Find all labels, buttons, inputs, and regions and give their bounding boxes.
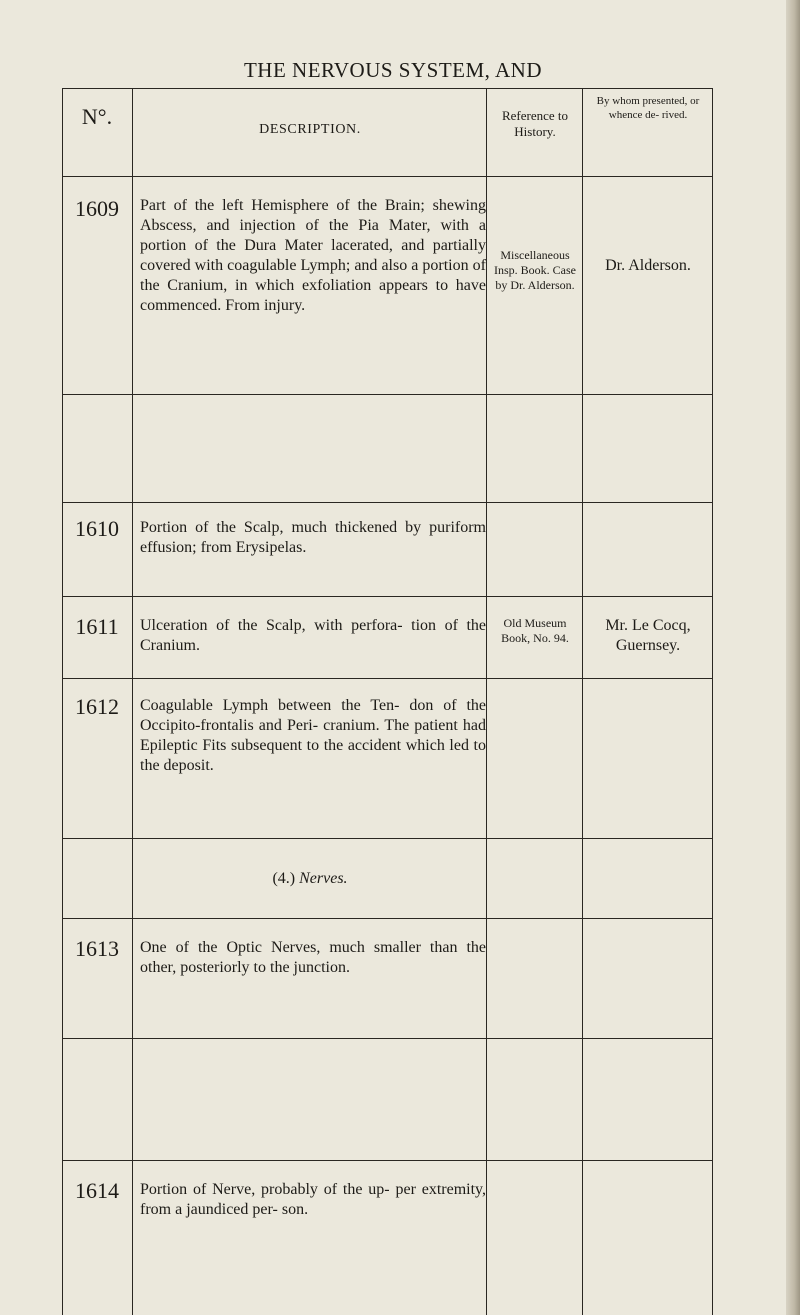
entry-number: 1614 xyxy=(75,1178,119,1203)
section-heading xyxy=(134,870,486,888)
row-rule xyxy=(62,838,713,839)
running-head: THE NERVOUS SYSTEM, AND xyxy=(243,58,542,82)
entry-number: 1612 xyxy=(75,694,119,719)
section-number: (4.) xyxy=(272,870,296,887)
entry-number: 1611 xyxy=(75,614,119,639)
row-rule xyxy=(62,1160,713,1161)
entry-description: Portion of the Scalp, much thickened by puriform effusion; from Erysipelas. xyxy=(140,519,486,556)
row-rule xyxy=(62,502,713,503)
row-rule xyxy=(62,1038,713,1039)
column-rule xyxy=(582,88,583,1315)
header-description: DESCRIPTION. xyxy=(259,122,361,137)
page-edge xyxy=(786,0,800,1315)
row-rule xyxy=(62,596,713,597)
entry-presented-by: Dr. Alderson. xyxy=(605,257,691,274)
section-title: Nerves. xyxy=(299,870,348,887)
entry-description: Part of the left Hemisphere of the Brain; shewing Abscess, and injection of the Pia Mater, with a portion of the Dura Mater lacerated, and partially covered with coagulable Lymph; and also a portion of the Cranium, in which exfoliation appears to have commenced. From injury. xyxy=(140,197,486,314)
column-rule xyxy=(132,88,133,1315)
entry-presented-by: Mr. Le Cocq, Guernsey. xyxy=(605,617,691,654)
entry-description: Coagulable Lymph between the Ten- don of the Occipito-frontalis and Peri- cranium. The patient had Epileptic Fits subsequent to the accident which led to the deposit. xyxy=(140,697,486,774)
entry-description: Portion of Nerve, probably of the up- per extremity, from a jaundiced per- son. xyxy=(140,1181,486,1218)
row-rule xyxy=(62,918,713,919)
header-reference: Reference to History. xyxy=(501,108,569,139)
row-rule xyxy=(62,394,713,395)
header-presented-by: By whom presented, or whence de- rived. xyxy=(596,95,700,121)
entry-reference: Miscellaneous Insp. Book. Case by Dr. Alderson. xyxy=(494,248,576,292)
entry-number: 1610 xyxy=(75,516,119,541)
header-number: N°. xyxy=(81,104,113,129)
entry-reference: Old Museum Book, No. 94. xyxy=(501,616,569,645)
column-rule xyxy=(712,88,713,1315)
entry-description: Ulceration of the Scalp, with perfora- tion of the Cranium. xyxy=(140,617,486,654)
row-rule xyxy=(62,176,713,177)
entry-description: One of the Optic Nerves, much smaller than the other, posteriorly to the junction. xyxy=(140,939,486,976)
catalogue-table xyxy=(62,88,716,1315)
column-rule xyxy=(486,88,487,1315)
row-rule xyxy=(62,678,713,679)
entry-number: 1613 xyxy=(75,936,119,961)
row-rule xyxy=(62,88,713,89)
entry-number: 1609 xyxy=(75,196,119,221)
